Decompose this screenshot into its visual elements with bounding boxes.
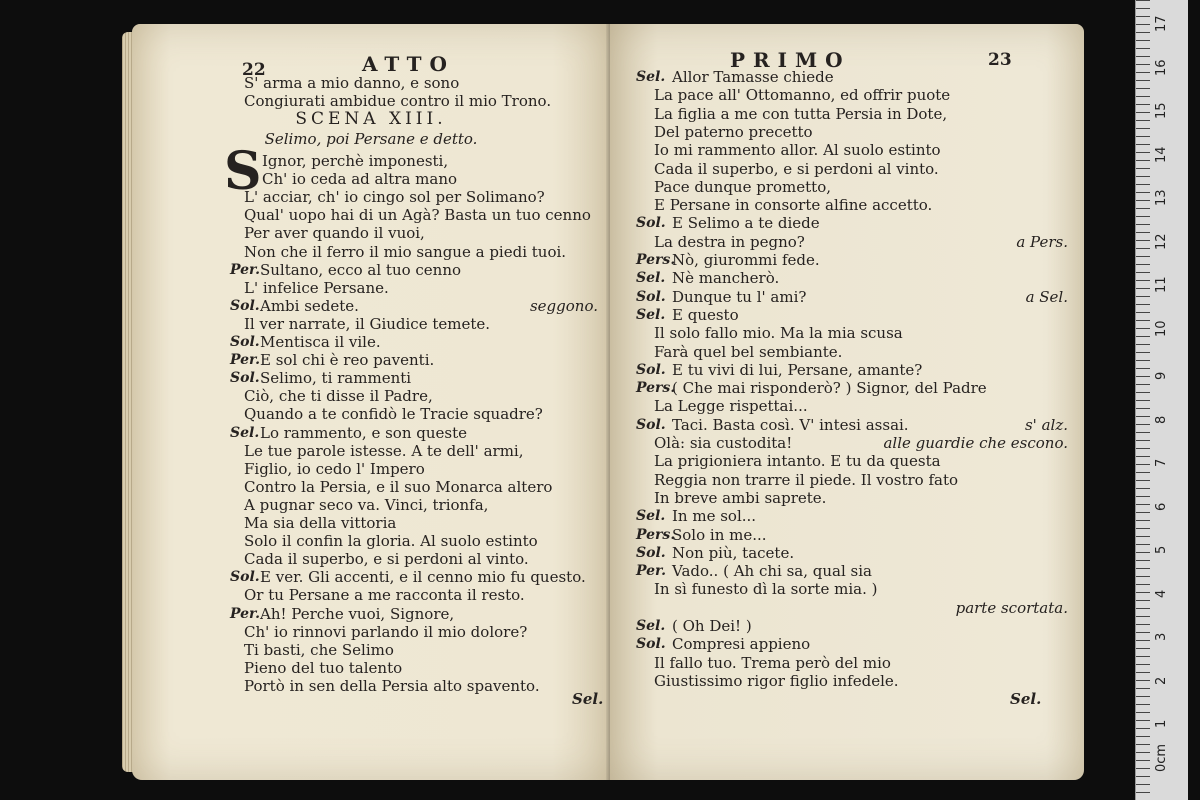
open-book xyxy=(122,24,1090,780)
verse-line: Pace dunque prometto, xyxy=(654,177,831,196)
ruler-label: 11 xyxy=(1154,276,1169,293)
speaker-label: Sel. xyxy=(636,508,666,525)
verse-line: Del paterno precetto xyxy=(654,122,813,141)
verse-line: Solo in me... xyxy=(672,525,767,544)
verse-line: Or tu Persane a me racconta il resto. xyxy=(244,586,525,605)
stage-direction: s' alz. xyxy=(1024,415,1068,434)
intro-line: Congiurati ambidue contro il mio Trono. xyxy=(244,92,552,110)
speaker-label: Pers. xyxy=(636,252,676,268)
verse-line: La prigioniera intanto. E tu da questa xyxy=(654,452,941,471)
ruler-label: 1 xyxy=(1154,719,1169,728)
verse-line: Il ver narrate, il Giudice temete. xyxy=(244,314,491,333)
verse-line: A pugnar seco va. Vinci, trionfa, xyxy=(244,495,489,514)
verse-line: Per aver quando il vuoi, xyxy=(244,224,425,243)
speaker-label: Per. xyxy=(230,352,261,369)
ruler-label: 13 xyxy=(1154,189,1169,206)
speaker-label: Sol. xyxy=(230,370,260,387)
speaker-label: Per. xyxy=(230,605,261,622)
verse-line: L' acciar, ch' io cingo sol per Solimano? xyxy=(244,188,545,207)
ruler-label: 8 xyxy=(1154,415,1169,424)
right-page xyxy=(610,24,1084,780)
speaker-label: Sel. xyxy=(636,270,666,287)
verse-line: Sultano, ecco al tuo cenno xyxy=(260,260,462,279)
verse-line: Giustissimo rigor figlio infedele. xyxy=(654,671,899,690)
verse-line: E questo xyxy=(672,305,739,324)
verse-line: Olà: sia custodita! xyxy=(654,434,793,452)
verse-line: Cada il superbo, e si perdoni al vinto. xyxy=(654,159,939,178)
verse-line: E tu vivi di lui, Persane, amante? xyxy=(672,360,923,379)
ruler-label: 4 xyxy=(1154,589,1169,598)
speaker-label: Per. xyxy=(230,261,261,278)
verse-line: Il solo fallo mio. Ma la mia scusa xyxy=(654,324,903,343)
verse-line: La Legge rispettai... xyxy=(654,397,808,416)
verse-line: E sol chi è reo paventi. xyxy=(260,351,435,370)
verse-line: Ch' io ceda ad altra mano xyxy=(262,170,458,189)
left-running-head: ATTO xyxy=(362,52,455,76)
verse-line: Qual' uopo hai di un Agà? Basta un tuo cenno xyxy=(244,206,591,225)
verse-line: Non più, tacete. xyxy=(672,543,795,562)
ruler-label: 15 xyxy=(1154,102,1169,119)
left-page xyxy=(132,24,610,780)
verse-line: Ti basti, che Selimo xyxy=(244,640,394,659)
ruler-label: 3 xyxy=(1154,632,1169,641)
verse-line: Dunque tu l' ami? xyxy=(672,287,807,306)
ruler-label: 12 xyxy=(1154,232,1169,250)
verse-line: La destra in pegno? xyxy=(654,232,805,251)
speaker-label: Sol. xyxy=(636,288,666,305)
speaker-label: Sel. xyxy=(636,69,666,85)
verse-line: Ciò, che ti disse il Padre, xyxy=(244,387,433,406)
verse-line: Ah! Perche vuoi, Signore, xyxy=(260,604,455,623)
left-catchword: Sel. xyxy=(572,690,604,708)
speaker-label: Sol. xyxy=(230,334,260,350)
speaker-label: Sol. xyxy=(230,297,260,314)
speaker-label: Pers. xyxy=(636,380,676,397)
verse-line: L' infelice Persane. xyxy=(244,278,389,297)
right-running-head: PRIMO xyxy=(730,48,851,72)
verse-line: Portò in sen della Persia alto spavento. xyxy=(244,676,540,695)
speaker-label: Pers. xyxy=(636,526,676,543)
ruler-label: 14 xyxy=(1154,145,1169,163)
verse-line: E Persane in consorte alfine accetto. xyxy=(654,196,933,215)
measuring-ruler xyxy=(1135,0,1188,800)
speaker-label: Sol. xyxy=(230,569,260,586)
ruler-label: 5 xyxy=(1154,545,1169,554)
verse-line: Quando a te confidò le Tracie squadre? xyxy=(244,405,543,424)
verse-line: Nò, giurommi fede. xyxy=(672,251,820,269)
ruler-label: 2 xyxy=(1154,676,1169,685)
ruler-ticks xyxy=(1136,0,1150,800)
verse-line: Taci. Basta così. V' intesi assai. xyxy=(672,415,909,434)
verse-line: In sì funesto dì la sorte mia. ) xyxy=(654,580,878,599)
verse-line: Ma sia della vittoria xyxy=(244,514,397,532)
ruler-label: 10 xyxy=(1154,319,1169,337)
ruler-label: 6 xyxy=(1154,502,1169,511)
verse-line: In me sol... xyxy=(672,507,757,526)
verse-line: Nè mancherò. xyxy=(672,269,780,288)
verse-line: Selimo, ti rammenti xyxy=(260,369,412,388)
ruler-label: 7 xyxy=(1154,458,1169,467)
verse-line: Ignor, perchè imponesti, xyxy=(262,152,449,170)
ruler-label: 9 xyxy=(1154,371,1169,380)
speaker-label: Sol. xyxy=(636,544,666,561)
verse-line: Ambi sedete. xyxy=(260,296,359,315)
verse-line: Pieno del tuo talento xyxy=(244,658,403,677)
right-page-number: 23 xyxy=(988,50,1012,70)
verse-line: In breve ambi saprete. xyxy=(654,488,827,507)
ruler-label: 17 xyxy=(1154,15,1169,32)
speaker-label: Sel. xyxy=(636,618,666,634)
right-catchword: Sel. xyxy=(1010,690,1042,708)
ruler-label: 16 xyxy=(1154,58,1169,76)
speaker-label: Sel. xyxy=(636,306,666,323)
speaker-label: Per. xyxy=(636,563,667,580)
verse-line: Reggia non trarre il piede. Il vostro fato xyxy=(654,470,959,489)
verse-line: E ver. Gli accenti, e il cenno mio fu questo. xyxy=(260,568,586,587)
verse-line: Vado.. ( Ah chi sa, qual sia xyxy=(672,562,872,581)
verse-line: Le tue parole istesse. A te dell' armi, xyxy=(244,441,524,460)
speaker-label: Sel. xyxy=(230,424,260,441)
verse-line: Allor Tamasse chiede xyxy=(672,68,834,86)
drop-cap: S xyxy=(224,141,262,202)
verse-line: Mentisca il vile. xyxy=(260,333,381,351)
verse-line: Cada il superbo, e si perdoni al vinto. xyxy=(244,550,529,569)
verse-line: Compresi appieno xyxy=(672,635,811,654)
verse-line: Lo rammento, e son queste xyxy=(260,423,467,442)
speaker-label: Sol. xyxy=(636,416,666,433)
verse-line: ( Che mai risponderò? ) Signor, del Padre xyxy=(672,379,987,398)
scene-title: SCENA XIII. xyxy=(295,109,447,129)
stage-direction: a Pers. xyxy=(1016,232,1068,251)
stage-direction: seggono. xyxy=(529,296,598,315)
ruler-label: 0cm xyxy=(1154,743,1169,772)
verse-line: ( Oh Dei! ) xyxy=(672,617,752,635)
verse-line: Farà quel bel sembiante. xyxy=(654,342,843,361)
verse-line: Figlio, io cedo l' Impero xyxy=(244,459,425,478)
verse-line: Io mi rammento allor. Al suolo estinto xyxy=(654,141,941,160)
left-page-number: 22 xyxy=(242,60,266,80)
verse-line: E Selimo a te diede xyxy=(672,214,820,233)
verse-line: Non che il ferro il mio sangue a piedi tuoi. xyxy=(244,242,567,261)
stage-direction: alle guardie che escono. xyxy=(883,434,1068,452)
verse-line: Il fallo tuo. Trema però del mio xyxy=(654,653,891,672)
speaker-label: Sol. xyxy=(636,636,666,653)
stage-direction: parte scortata. xyxy=(955,598,1068,617)
speaker-label: Sol. xyxy=(636,215,666,232)
verse-line: Solo il confin la gloria. Al suolo estinto xyxy=(244,532,538,551)
intro-line: S' arma a mio danno, e sono xyxy=(244,74,460,92)
speaker-label: Sol. xyxy=(636,361,666,378)
verse-line: La figlia a me con tutta Persia in Dote, xyxy=(654,104,948,123)
stage-direction: a Sel. xyxy=(1025,287,1068,306)
verse-line: Contro la Persia, e il suo Monarca altero xyxy=(244,477,553,496)
verse-line: La pace all' Ottomanno, ed offrir puote xyxy=(654,86,951,105)
scene-subtitle: Selimo, poi Persane e detto. xyxy=(264,130,478,148)
verse-line: Ch' io rinnovi parlando il mio dolore? xyxy=(244,622,528,641)
